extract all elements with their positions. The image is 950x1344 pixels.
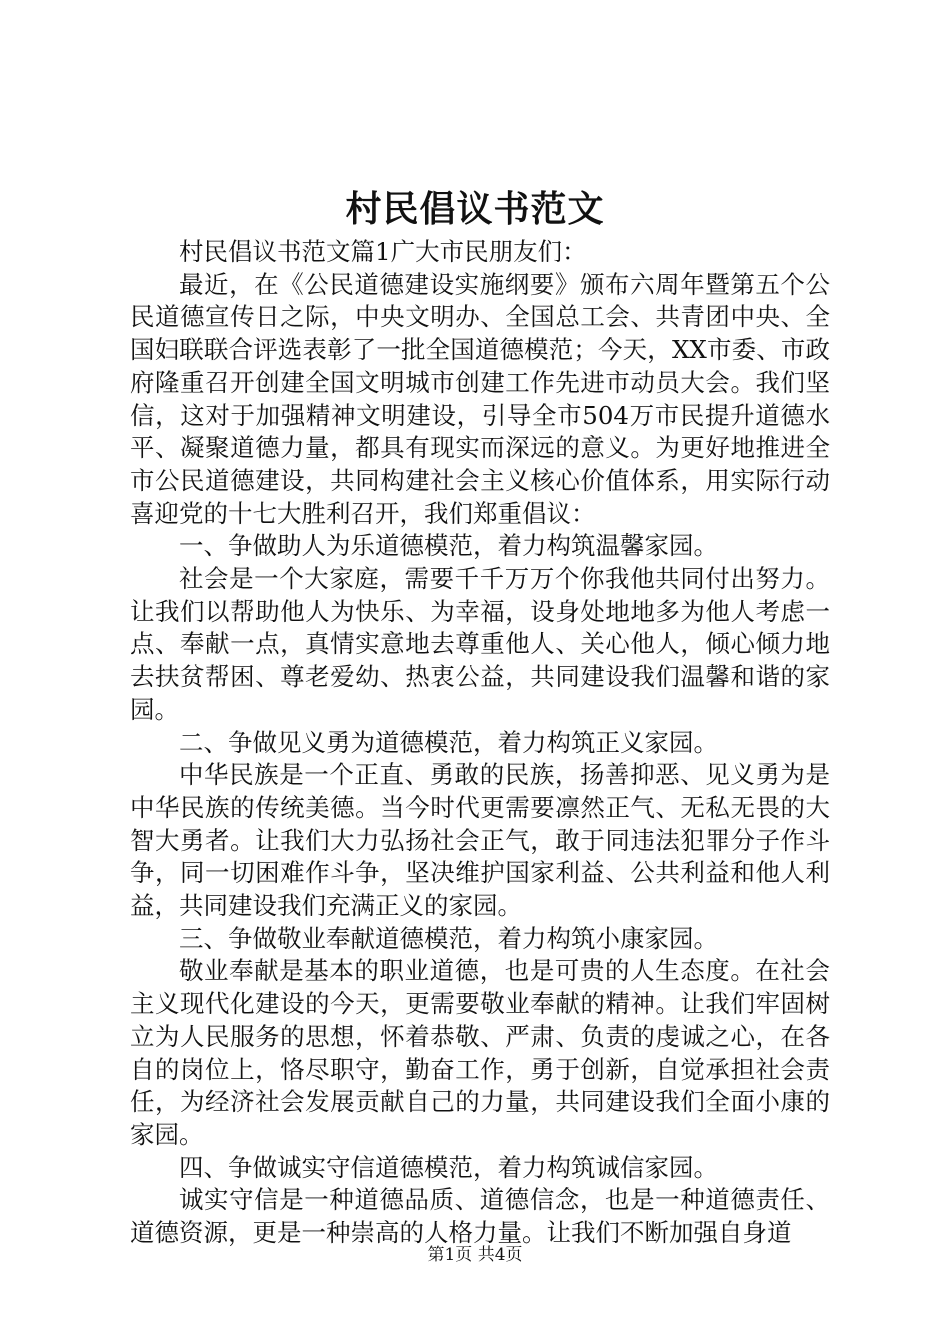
document-title: 村民倡议书范文 [345, 188, 605, 230]
section-heading-1: 一、争做助人为乐道德模范，着力构筑温馨家园。 [179, 531, 718, 561]
section-heading-3: 三、争做敬业奉献道德模范，着力构筑小康家园。 [179, 923, 718, 953]
section-paragraph-1: 社会是一个大家庭，需要千千万万个你我他共同付出努力。让我们以帮助他人为快乐、为幸福，设身处地地多为他人考虑一点、奉献一点，真情实意地去尊重他人、关心他人，倾心倾力地去扶贫帮困、尊老爱幼、热衷公益，共同建设我们温馨和谐的家园。 [130, 564, 830, 724]
document-body [130, 236, 830, 1250]
section-paragraph-4: 诚实守信是一种道德品质、道德信念，也是一种道德责任、道德资源，更是一种崇高的人格力量。让我们不断加强自身道 [130, 1185, 830, 1248]
page-number-footer: 第1页 共4页 [427, 1245, 523, 1265]
section-paragraph-3: 敬业奉献是基本的职业道德，也是可贵的人生态度。在社会主义现代化建设的今天，更需要敬业奉献的精神。让我们牢固树立为人民服务的思想，怀着恭敬、严肃、负责的虔诚之心，在各自的岗位上，恪尽职守，勤奋工作，勇于创新，自觉承担社会责任，为经济社会发展贡献自己的力量，共同建设我们全面小康的家园。 [130, 956, 830, 1149]
salutation-paragraph: 村民倡议书范文篇1广大市民朋友们： [179, 237, 587, 266]
section-heading-4: 四、争做诚实守信道德模范，着力构筑诚信家园。 [179, 1152, 718, 1182]
section-paragraph-2: 中华民族是一个正直、勇敢的民族，扬善抑恶、见义勇为是中华民族的传统美德。当今时代更需要凛然正气、无私无畏的大智大勇者。让我们大力弘扬社会正气，敢于同违法犯罪分子作斗争，同一切困难作斗争，坚决维护国家利益、公共利益和他人利益，共同建设我们充满正义的家园。 [130, 760, 830, 921]
section-heading-2: 二、争做见义勇为道德模范，着力构筑正义家园。 [179, 727, 718, 757]
intro-paragraph: 最近，在《公民道德建设实施纲要》颁布六周年暨第五个公民道德宣传日之际，中央文明办、全国总工会、共青团中央、全国妇联联合评选表彰了一批全国道德模范；今天，XX市委、市政府隆重召开创建全国文明城市创建工作先进市动员大会。我们坚信，这对于加强精神文明建设，引导全市504万市民提升道德水平、凝聚道德力量，都具有现实而深远的意义。为更好地推进全市公民道德建设，共同构建社会主义核心价值体系，用实际行动喜迎党的十七大胜利召开，我们郑重倡议： [130, 269, 830, 528]
